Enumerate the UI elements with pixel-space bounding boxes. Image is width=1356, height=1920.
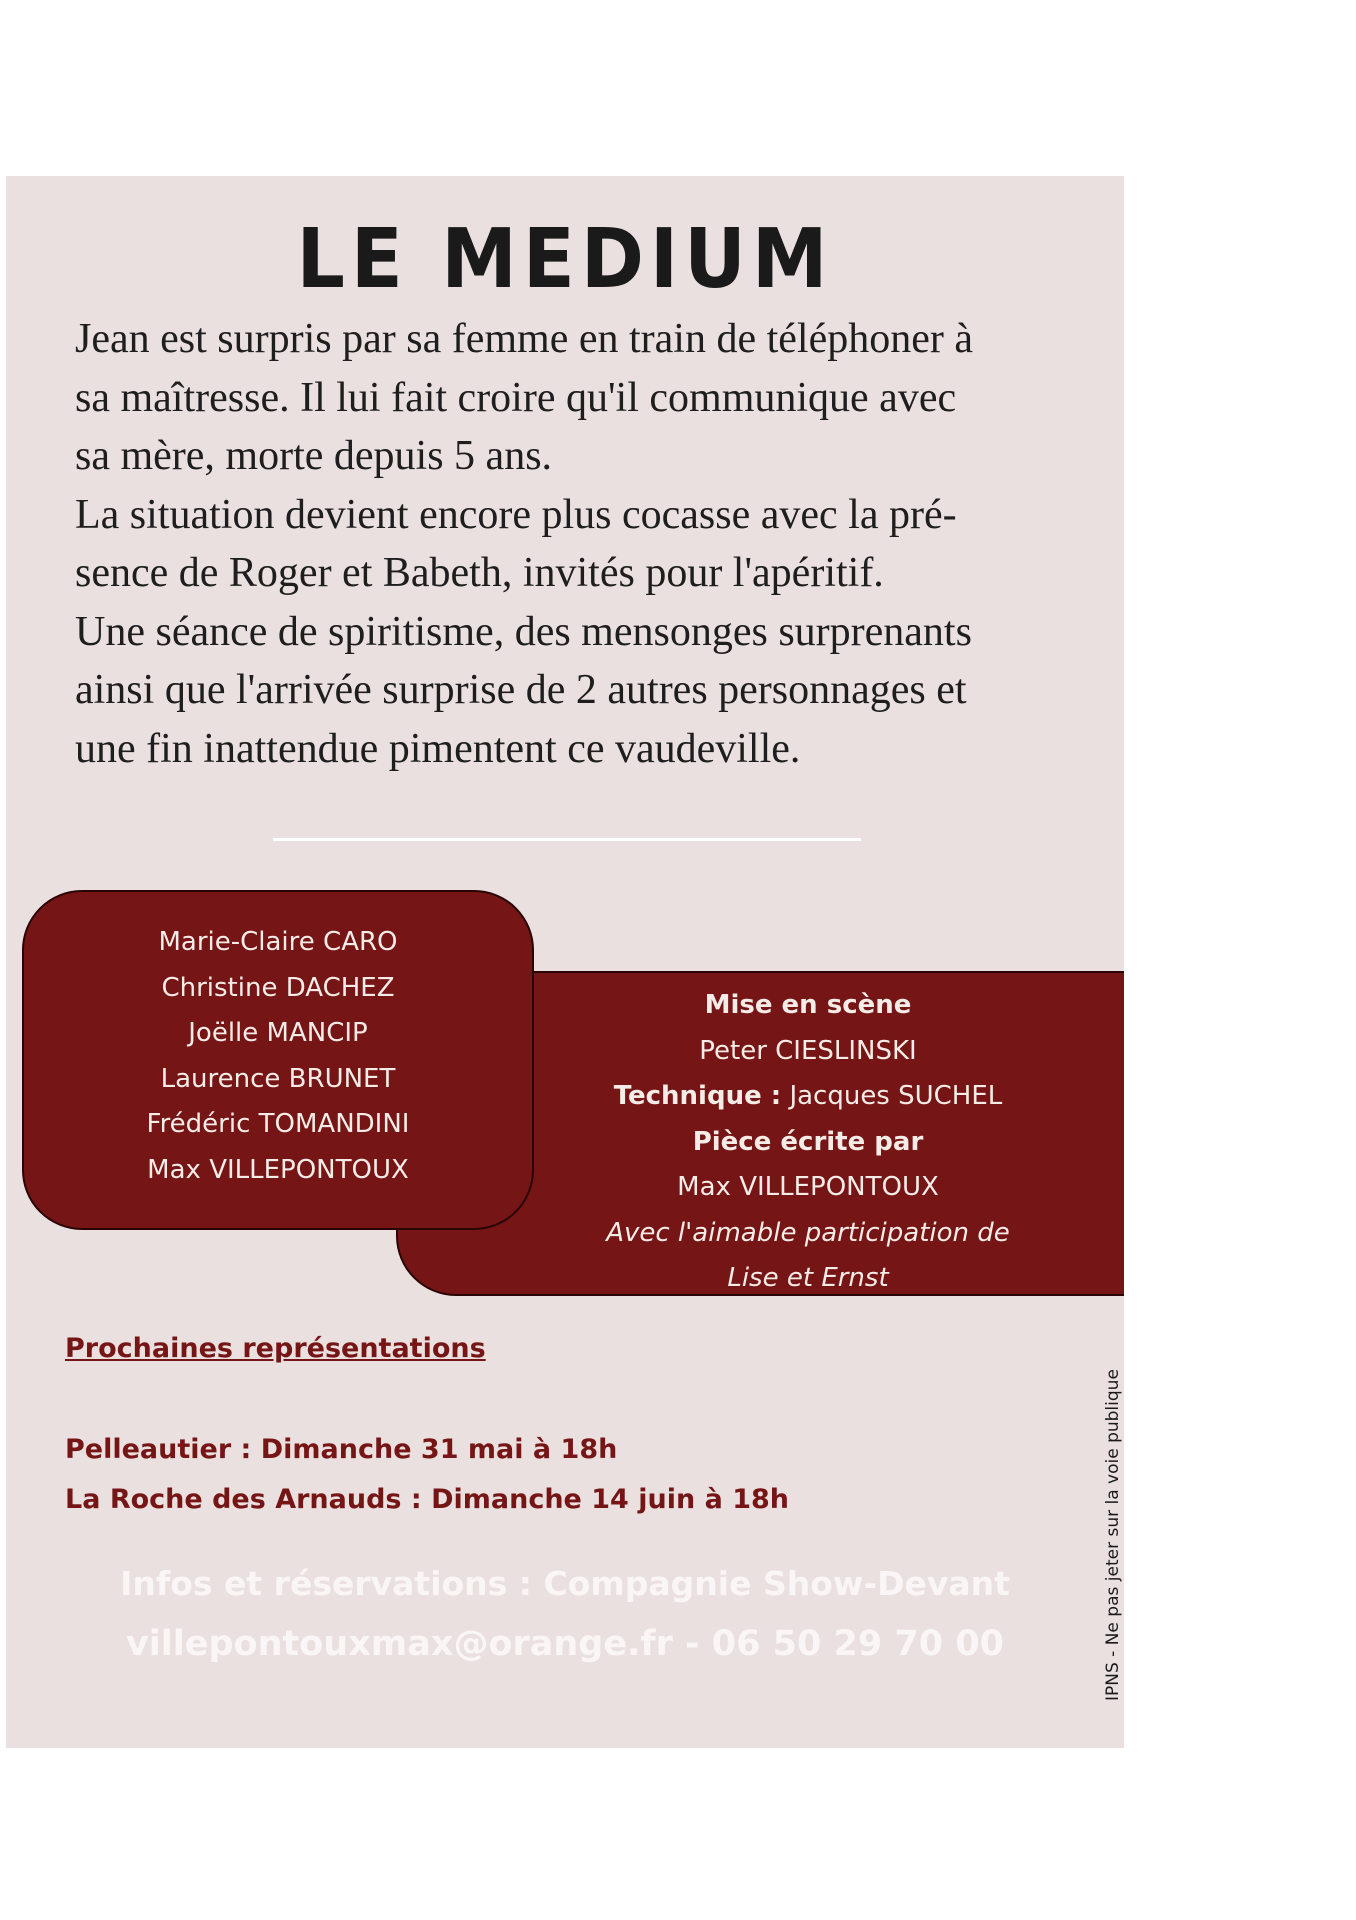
technician-name: Jacques SUCHEL bbox=[789, 1081, 1003, 1111]
cast-member: Frédéric TOMANDINI bbox=[146, 1109, 410, 1139]
cast-panel bbox=[22, 890, 534, 1230]
direction-label: Mise en scène bbox=[704, 990, 912, 1020]
synopsis-line: ainsi que l'arrivée surprise de 2 autres personnages et bbox=[75, 667, 967, 713]
participants-names: Lise et Ernst bbox=[727, 1263, 889, 1293]
synopsis-line: sence de Roger et Babeth, invités pour l'apéritif. bbox=[75, 550, 884, 596]
contact-details: villepontouxmax@orange.fr - 06 50 29 70 00 bbox=[125, 1624, 1005, 1664]
performance-item: La Roche des Arnauds : Dimanche 14 juin à 18h bbox=[65, 1484, 790, 1515]
author-name: Max VILLEPONTOUX bbox=[677, 1172, 939, 1202]
flyer bbox=[6, 176, 1124, 1748]
synopsis-line: Jean est surpris par sa femme en train de téléphoner à bbox=[75, 316, 973, 362]
synopsis-line: sa maîtresse. Il lui fait croire qu'il communique avec bbox=[75, 374, 957, 421]
cast-member: Christine DACHEZ bbox=[161, 972, 395, 1003]
performance-item: Pelleautier : Dimanche 31 mai à 18h bbox=[65, 1434, 618, 1465]
section-divider bbox=[273, 838, 861, 841]
synopsis-line: sa mère, morte depuis 5 ans. bbox=[75, 433, 553, 479]
cast-member: Marie-Claire CARO bbox=[158, 927, 398, 957]
technique-label: Technique : bbox=[613, 1081, 782, 1111]
cast-member: Laurence BRUNET bbox=[160, 1063, 396, 1094]
play-title: LE MEDIUM bbox=[296, 210, 834, 307]
synopsis-line: La situation devient encore plus cocasse avec la pré- bbox=[75, 491, 957, 538]
synopsis-line: Une séance de spiritisme, des mensonges surprenants bbox=[75, 608, 972, 655]
performances-heading: Prochaines représentations bbox=[65, 1333, 486, 1364]
participation-label: Avec l'aimable participation de bbox=[606, 1217, 1010, 1248]
synopsis-line: une fin inattendue pimentent ce vaudeville. bbox=[75, 725, 801, 772]
cast-member: Joëlle MANCIP bbox=[188, 1018, 368, 1048]
reservation-info: Infos et réservations : Compagnie Show-Devant bbox=[120, 1564, 1010, 1603]
author-label: Pièce écrite par bbox=[692, 1126, 924, 1157]
credits-list bbox=[498, 983, 1118, 1302]
technique-row bbox=[498, 1074, 1118, 1120]
cast-member: Max VILLEPONTOUX bbox=[147, 1154, 409, 1185]
cast-list bbox=[24, 920, 532, 1193]
synopsis bbox=[75, 310, 1065, 778]
director-name: Peter CIESLINSKI bbox=[699, 1035, 917, 1066]
legal-notice: IPNS - Ne pas jeter sur la voie publique bbox=[1103, 1369, 1123, 1701]
